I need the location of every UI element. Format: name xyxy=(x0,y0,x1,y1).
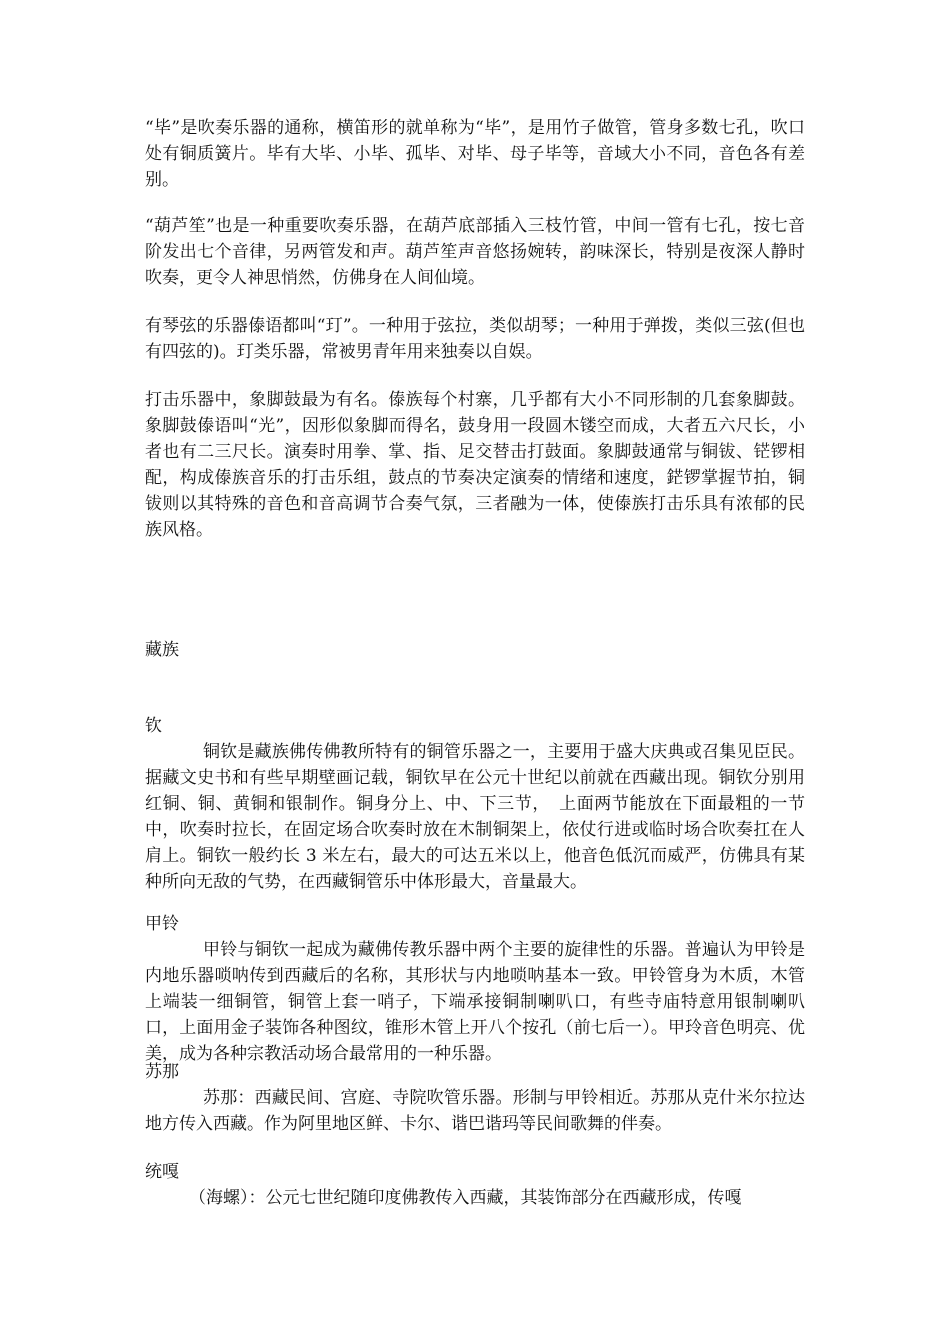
paragraph-hulusheng: “葫芦笙”也是一种重要吹奏乐器，在葫芦底部插入三枝竹管，中间一管有七孔，按七音阶发出七个音律，另两管发和声。葫芦笙声音悠扬婉转，韵味深长，特别是夜深人静时吹奏，更令人神思悄然，仿佛身在人间仙境。 xyxy=(145,216,805,288)
entry-body-qin: 铜钦是藏族佛传佛教所特有的铜管乐器之一，主要用于盛大庆典或召集见臣民。据藏文史书和有些早期壁画记载，铜钦早在公元十世纪以前就在西藏出现。铜钦分别用红铜、铜、黄铜和银制作。铜身分上、中、下三节， 上面两节能放在下面最粗的一节中，吹奏时拉长，在固定场合吹奏时放在木制铜架上，依仗行进或临时场合吹奏扛在人肩上。铜钦一般约长 3 米左右，最大的可达五米以上，他音色低沉而威严，仿佛具有某种所向无敌的气势，在西藏铜管乐中体形最大，音量最大。 xyxy=(145,742,805,892)
entry-title-qin: 钦 xyxy=(145,716,162,736)
entry-title-tongga: 统嘎 xyxy=(145,1162,179,1182)
entry-body-suna: 苏那：西藏民间、宫庭、寺院吹管乐器。形制与甲铃相近。苏那从克什米尔拉达地方传入西藏。作为阿里地区鲜、卡尔、谐巴谐玛等民间歌舞的伴奏。 xyxy=(145,1088,805,1134)
entry-body-tongga: （海螺）：公元七世纪随印度佛教传入西藏，其装饰部分在西藏形成，传嘎 xyxy=(189,1188,742,1208)
entry-body-jialing: 甲铃与铜钦一起成为藏佛传教乐器中两个主要的旋律性的乐器。普遍认为甲铃是内地乐器唢呐传到西藏后的名称，其形状与内地唢呐基本一致。甲铃管身为木质，木管上端装一细铜管，铜管上套一哨子，下端承接铜制喇叭口，有些寺庙特意用银制喇叭口，上面用金子装饰各种图纹，锥形木管上开八个按孔（前七后一）。甲玲音色明亮、优美，成为各种宗教活动场合最常用的一种乐器。 xyxy=(145,940,805,1064)
paragraph-bi: “毕”是吹奏乐器的通称，横笛形的就单称为“毕”，是用竹子做管，管身多数七孔，吹口处有铜质簧片。毕有大毕、小毕、孤毕、对毕、母子毕等，音域大小不同，音色各有差别。 xyxy=(145,118,805,190)
paragraph-ding: 有琴弦的乐器傣语都叫“玎”。一种用于弦拉，类似胡琴；一种用于弹拨，类似三弦(但也有四弦的)。玎类乐器，常被男青年用来独奏以自娱。 xyxy=(145,316,805,362)
entry-title-suna: 苏那 xyxy=(145,1062,179,1082)
entry-title-jialing: 甲铃 xyxy=(145,914,179,934)
section-heading: 藏族 xyxy=(145,640,179,660)
paragraph-xiangjiaogu: 打击乐器中，象脚鼓最为有名。傣族每个村寨，几乎都有大小不同形制的几套象脚鼓。象脚鼓傣语叫“光”，因形似象脚而得名，鼓身用一段圆木镂空而成，大者五六尺长，小者也有二三尺长。演奏时用拳、掌、指、足交替击打鼓面。象脚鼓通常与铜钹、铓锣相配，构成傣族音乐的打击乐组，鼓点的节奏决定演奏的情绪和速度，鋩锣掌握节拍，铜钹则以其特殊的音色和音高调节合奏气氛，三者融为一体，使傣族打击乐具有浓郁的民族风格。 xyxy=(145,390,805,540)
